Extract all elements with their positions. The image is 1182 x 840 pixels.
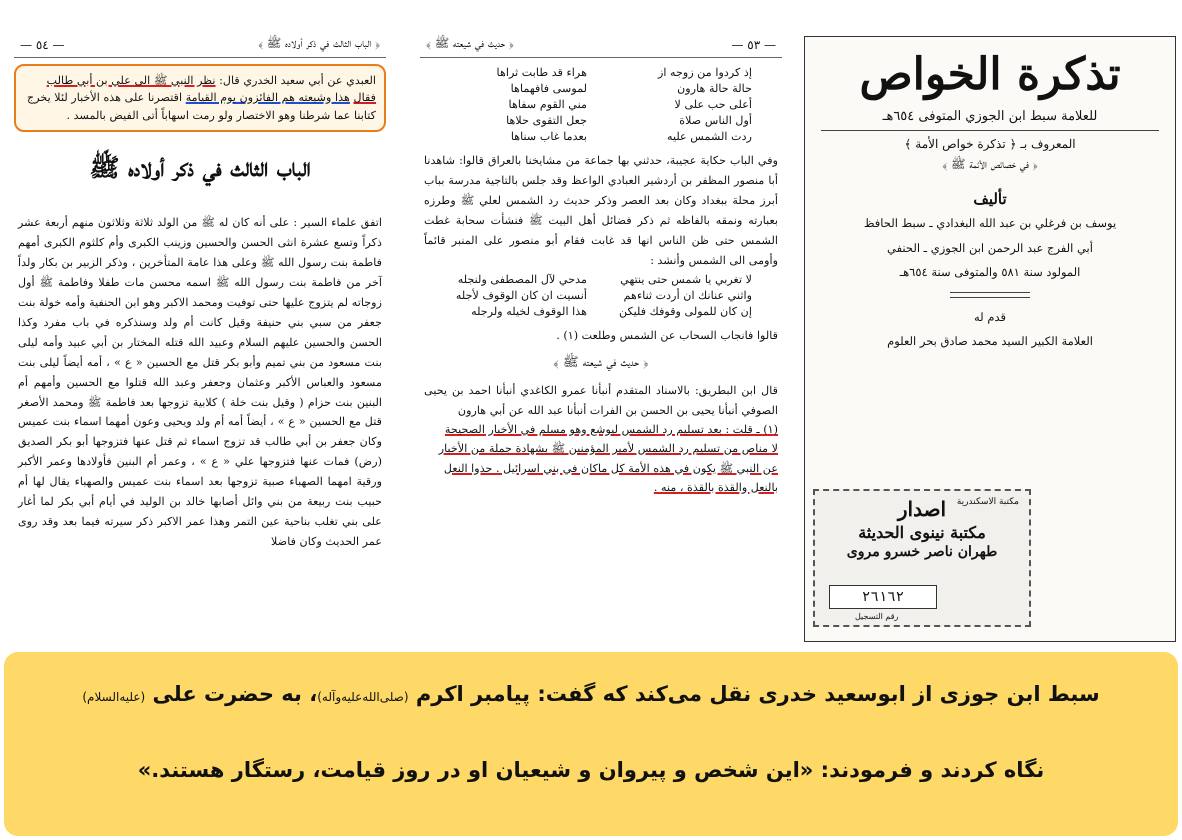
verse-hemistich: هذا الوقوف لخيله ولرجله (471, 304, 587, 318)
poem-verses (420, 64, 782, 151)
ornamental-divider (950, 292, 1030, 298)
highlighted-passage (14, 64, 386, 132)
verse-hemistich: جعل التقوى حلاها (506, 114, 587, 127)
author-line: للعلامة سبط ابن الجوزي المتوفى ٦٥٤هـ (821, 109, 1159, 131)
honorific: (صلی‌الله‌علیه‌وآله) (317, 690, 409, 704)
verse-hemistich: بعدما غاب سناها (510, 130, 587, 143)
caption-banner (4, 652, 1178, 836)
header-page-number: — ٥٣ — (731, 37, 776, 52)
chapter-body: اتفق علماء السير : على أنه كان له ﷺ من الولد ثلاثة وثلاثون منهم أربعة عشر ذكراً وتسع عشرة انثى الحسن والحسين وزينب الكبرى وأم كلثوم الكبرى أمهم فاطمة بنت رسول الله ﷺ وعلى هذا عامة المتأخرين ، وذكر الزبير بن بكار ولداً آخر من فاطمة بنت رسول الله ﷺ اسمه محسن مات طفلا وفاطمة ﷺ أول زوجاته لم يتزوج عليها حتى توفيت ومحمد الاكبر وهو ابن الحنفية وأمه خولة بنت جعفر من سبي بني حنيفة وقيل كانت أم ولد وسنذكره في باب مفرد وكذا الحسن والحسين عليهم السلام وعبيد الله قتله المختار بن أبي عبيد وأمه ليلى بنت مسعود من بني تميم وأبو بكر قتل مع الحسين « ع » ، أمه أيضاً ليلى بنت مسعود والعباس الأكبر وعثمان وجعفر وعبد الله قتلوا مع الحسين وأمهم أم البنين بنت حزام ( وقيل بنت خلة ) كلابية تزوجها بعد فاطمة ﷺ ومحمد الأصغر قتل مع الحسين « ع » ، أيضاً أمه أم ولد ويحيى وعون أمهما اسماء بنت عميس وكان جعفر بن أبي طالب قد تزوج اسماء ثم قتل عنها فتزوجها أبو بكر الصديق (رض) فمات عنها فتزوجها علي « ع » ، وعمر أم البنين فأولادها وعمر الأكبر ورقية امهما الصهباء صبية تزوجها بعد اسماء بنت عميس والصهباء يقال لها أم حبيب بنت ربيعة من بني وائل أصابها خالد بن الوليد في أيام أبي بكر لما أغار على بني تغلب بناحية عين التمر وهذا عمر الاكبر ذكر سيرته فيما بعد وقد روى عمر الحديث وكان فاضلا (18, 216, 382, 549)
book-cover (804, 36, 1176, 642)
known-as-line: المعروف بـ ﴿ تذكرة خواص الأمة ﴾ (904, 137, 1076, 152)
book-page-53 (420, 36, 782, 642)
verse-hemistich: لموسى فافهماها (510, 82, 587, 95)
narrative-paragraph: وفي الباب حكاية عجيبة، حدثني بها جماعة من مشايخنا بالعراق قالوا: شاهدنا أبا منصور المظفر بن أردشير العبادي الواعظ وقد جلس بالتاجية مدرسة بباب أبرز محلة ببغداد وكان بعد العصر وذكر حديث رد الشمس لعلي ﷺ وطرزه بعبارته ونمقه بالفاظه ثم ذكر فضائل أهل البيت ﷺ فنشأت سحابة غطت الشمس حتى ظن الناس انها قد غابت فقام أبو منصور على المنبر قائماً وأومى الى الشمس وأنشد : (424, 154, 778, 267)
honorific: (علیه‌السلام) (82, 690, 146, 704)
registration-label: رقم التسجيل (855, 612, 899, 621)
passage-red-underline: نظر النبي ﷺ الى علي بن أبي طالب فقال (46, 74, 376, 105)
header-title: ﴿ حديث في شيعته ﷺ ﴾ (426, 36, 514, 50)
presented-by-label: قدم له (974, 309, 1006, 324)
subtitle: ﴿ في خصائص الأئمة ﷺ ﴾ (942, 157, 1038, 172)
compiled-label: تأليف (973, 190, 1007, 209)
running-header (14, 36, 386, 58)
running-header (420, 36, 782, 58)
hadith-chain: قال ابن البطريق: بالاسناد المتقدم أنبأنا عمرو الكاغدي أنبأنا احمد بن يحيى الصوفي أنبأنا يحيى بن الحسن بن الفرات أنبأنا عبد الله عن أبي هارون (424, 383, 778, 417)
footnote-line: عن النبي ﷺ يكون في هذه الأمة كل ماكان في بني اسرائيل . حذوا النعل (443, 461, 778, 475)
verse-hemistich: أول الناس صلاة (679, 114, 752, 127)
caption-line-1 (18, 682, 1164, 706)
book-page-54 (14, 36, 386, 642)
verse-hemistich: ردت الشمس عليه (666, 130, 752, 143)
poem-verses (420, 271, 782, 326)
passage-rest: اقتصرنا على هذه الأخبار لئلا يخرج كتابنا عما شرطنا وهو الاختصار ولو رمت اسهاباً أتى الفيض بالمسد . (27, 91, 376, 122)
stamp-library-name: مكتبة الاسكندرية (956, 497, 1019, 507)
verse-hemistich: واثني عنانك ان أردت ثناءهم (623, 288, 752, 302)
birth-death-dates: المولود سنة ٥٨١ والمتوفى سنة ٦٥٤هـ (899, 265, 1081, 280)
verse-hemistich: حالة حالة هارون (677, 82, 752, 95)
header-title: ﴿ الباب الثالث في ذكر أولاده ﷺ ﴾ (258, 36, 380, 50)
presenter-name: العلامة الكبير السيد محمد صادق بحر العلوم (887, 333, 1093, 348)
caption-text: ، به حضرت علی (152, 682, 318, 706)
passage-intro: العبدي عن أبي سعيد الخدري قال: (215, 74, 376, 87)
author-family: أبي الفرج عبد الرحمن ابن الجوزي ـ الحنفي (887, 240, 1093, 255)
footnote-line: (١) ـ قلت : بعد تسليم رد الشمس ليوشع وهو مسلم في الأخبار الصحيحة (444, 423, 778, 437)
section-heading: ﴿ حديث في شيعته ﷺ ﴾ (553, 354, 649, 370)
stamp-title: اصدار (897, 497, 947, 521)
verse-hemistich: إن كان للمولى وقوفك فليكن (618, 304, 752, 318)
author-full-name: يوسف بن فرغلي بن عبد الله البغدادي ـ سبط الحافظ (863, 216, 1117, 231)
library-stamp (813, 489, 1031, 627)
stamp-city: طهران ناصر خسرو مروى (846, 544, 998, 560)
verse-hemistich: مدحي لآل المصطفى ولنجله (457, 272, 587, 286)
stamp-publisher: مكتبة نينوى الحديثة (858, 523, 986, 542)
verse-hemistich: أعلى حب على لا (674, 98, 752, 111)
caption-line-2: نگاه کردند و فرمودند: «این شخص و پیروان و شیعیان او در روز قیامت، رستگار هستند.» (137, 758, 1045, 782)
verse-hemistich: لا تغربي يا شمس حتى ينتهي (620, 272, 752, 286)
verse-hemistich: إذ كردوا من زوجه از (657, 66, 752, 79)
header-page-number: — ٥٤ — (20, 37, 65, 52)
book-title: تذكرة الخواص (859, 49, 1121, 100)
chapter-title: الباب الثالث في ذكر أولاده ﷺ (89, 153, 311, 183)
narrative-conclusion: قالوا فانجاب السحاب عن الشمس وطلعت (١) . (556, 328, 778, 342)
footnote-line: لا مناص من تسليم رد الشمس لأمير المؤمنين ﷺ بشهادة جملة من الأخبار (438, 442, 778, 456)
verse-hemistich: هراء قد طابت ثراها (496, 66, 587, 79)
footnote-line: بالنعل والقذة بالقذة ، منه . (653, 480, 778, 494)
registration-number: ٢٦١٦٢ (829, 585, 937, 609)
verse-hemistich: مني القوم سفاها (508, 98, 587, 111)
footnote (420, 420, 782, 496)
verse-hemistich: أنسيت ان كان الوقوف لأجله (455, 288, 587, 302)
passage-blue-underline: هذا وشيعته هم الفائزون يوم القيامة (185, 91, 350, 105)
caption-text: سبط ابن جوزی از ابوسعید خدری نقل می‌کند که گفت: پیامبر اکرم (415, 682, 1100, 706)
